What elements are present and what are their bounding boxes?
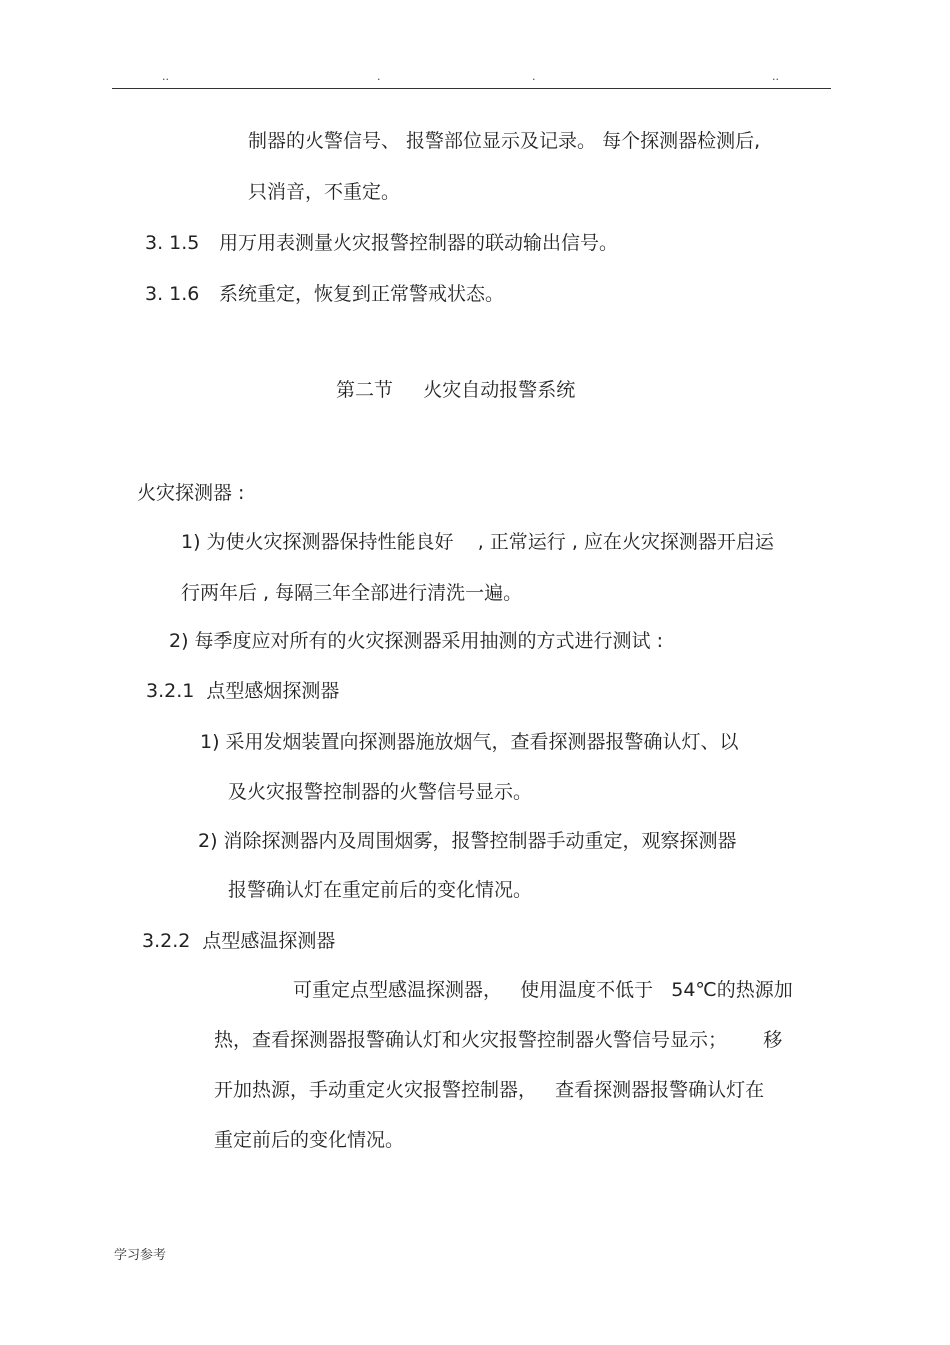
paragraph-line: 只消音，不重定。 <box>248 181 401 203</box>
paragraph-line: 开加热源，手动重定火灾报警控制器， 查看探测器报警确认灯在 <box>214 1079 765 1101</box>
footer-label: 学习参考 <box>114 1248 167 1263</box>
item-text-3-1-5: 用万用表测量火灾报警控制器的联动输出信号。 <box>219 232 619 254</box>
paragraph-line: 2) 每季度应对所有的火灾探测器采用抽测的方式进行测试 : <box>169 630 663 652</box>
paragraph-line: 及火灾报警控制器的火警信号显示。 <box>228 781 533 803</box>
paragraph-line: 1) 为使火灾探测器保持性能良好 , 正常运行 , 应在火灾探测器开启运 <box>181 531 774 553</box>
paragraph-line: 1) 采用发烟装置向探测器施放烟气，查看探测器报警确认灯、以 <box>200 731 739 753</box>
paragraph-line: 热，查看探测器报警确认灯和火灾报警控制器火警信号显示； 移 <box>214 1029 783 1051</box>
header-mark: .. <box>772 70 779 83</box>
paragraph-line: 报警确认灯在重定前后的变化情况。 <box>228 879 533 901</box>
paragraph-line: 可重定点型感温探测器， 使用温度不低于 54℃的热源加 <box>293 979 793 1001</box>
detector-label: 火灾探测器 : <box>137 482 245 504</box>
paragraph-line: 行两年后 , 每隔三年全部进行清洗一遍。 <box>181 582 523 604</box>
subsection-heading-3-2-2: 3.2.2 点型感温探测器 <box>142 930 336 952</box>
item-number-3-1-5: 3. 1.5 <box>145 232 200 254</box>
header-rule <box>112 88 831 89</box>
item-number-3-1-6: 3. 1.6 <box>145 283 200 305</box>
subsection-heading-3-2-1: 3.2.1 点型感烟探测器 <box>146 680 340 702</box>
section-title: 第二节 火灾自动报警系统 <box>336 379 576 401</box>
paragraph-line: 2) 消除探测器内及周围烟雾，报警控制器手动重定，观察探测器 <box>198 830 737 852</box>
paragraph-line: 制器的火警信号、 报警部位显示及记录。 每个探测器检测后, <box>248 130 761 152</box>
item-text-3-1-6: 系统重定，恢复到正常警戒状态。 <box>219 283 505 305</box>
header-mark: . <box>377 70 381 83</box>
header-mark: .. <box>162 70 169 83</box>
paragraph-line: 重定前后的变化情况。 <box>214 1129 405 1151</box>
header-mark: . <box>532 70 536 83</box>
